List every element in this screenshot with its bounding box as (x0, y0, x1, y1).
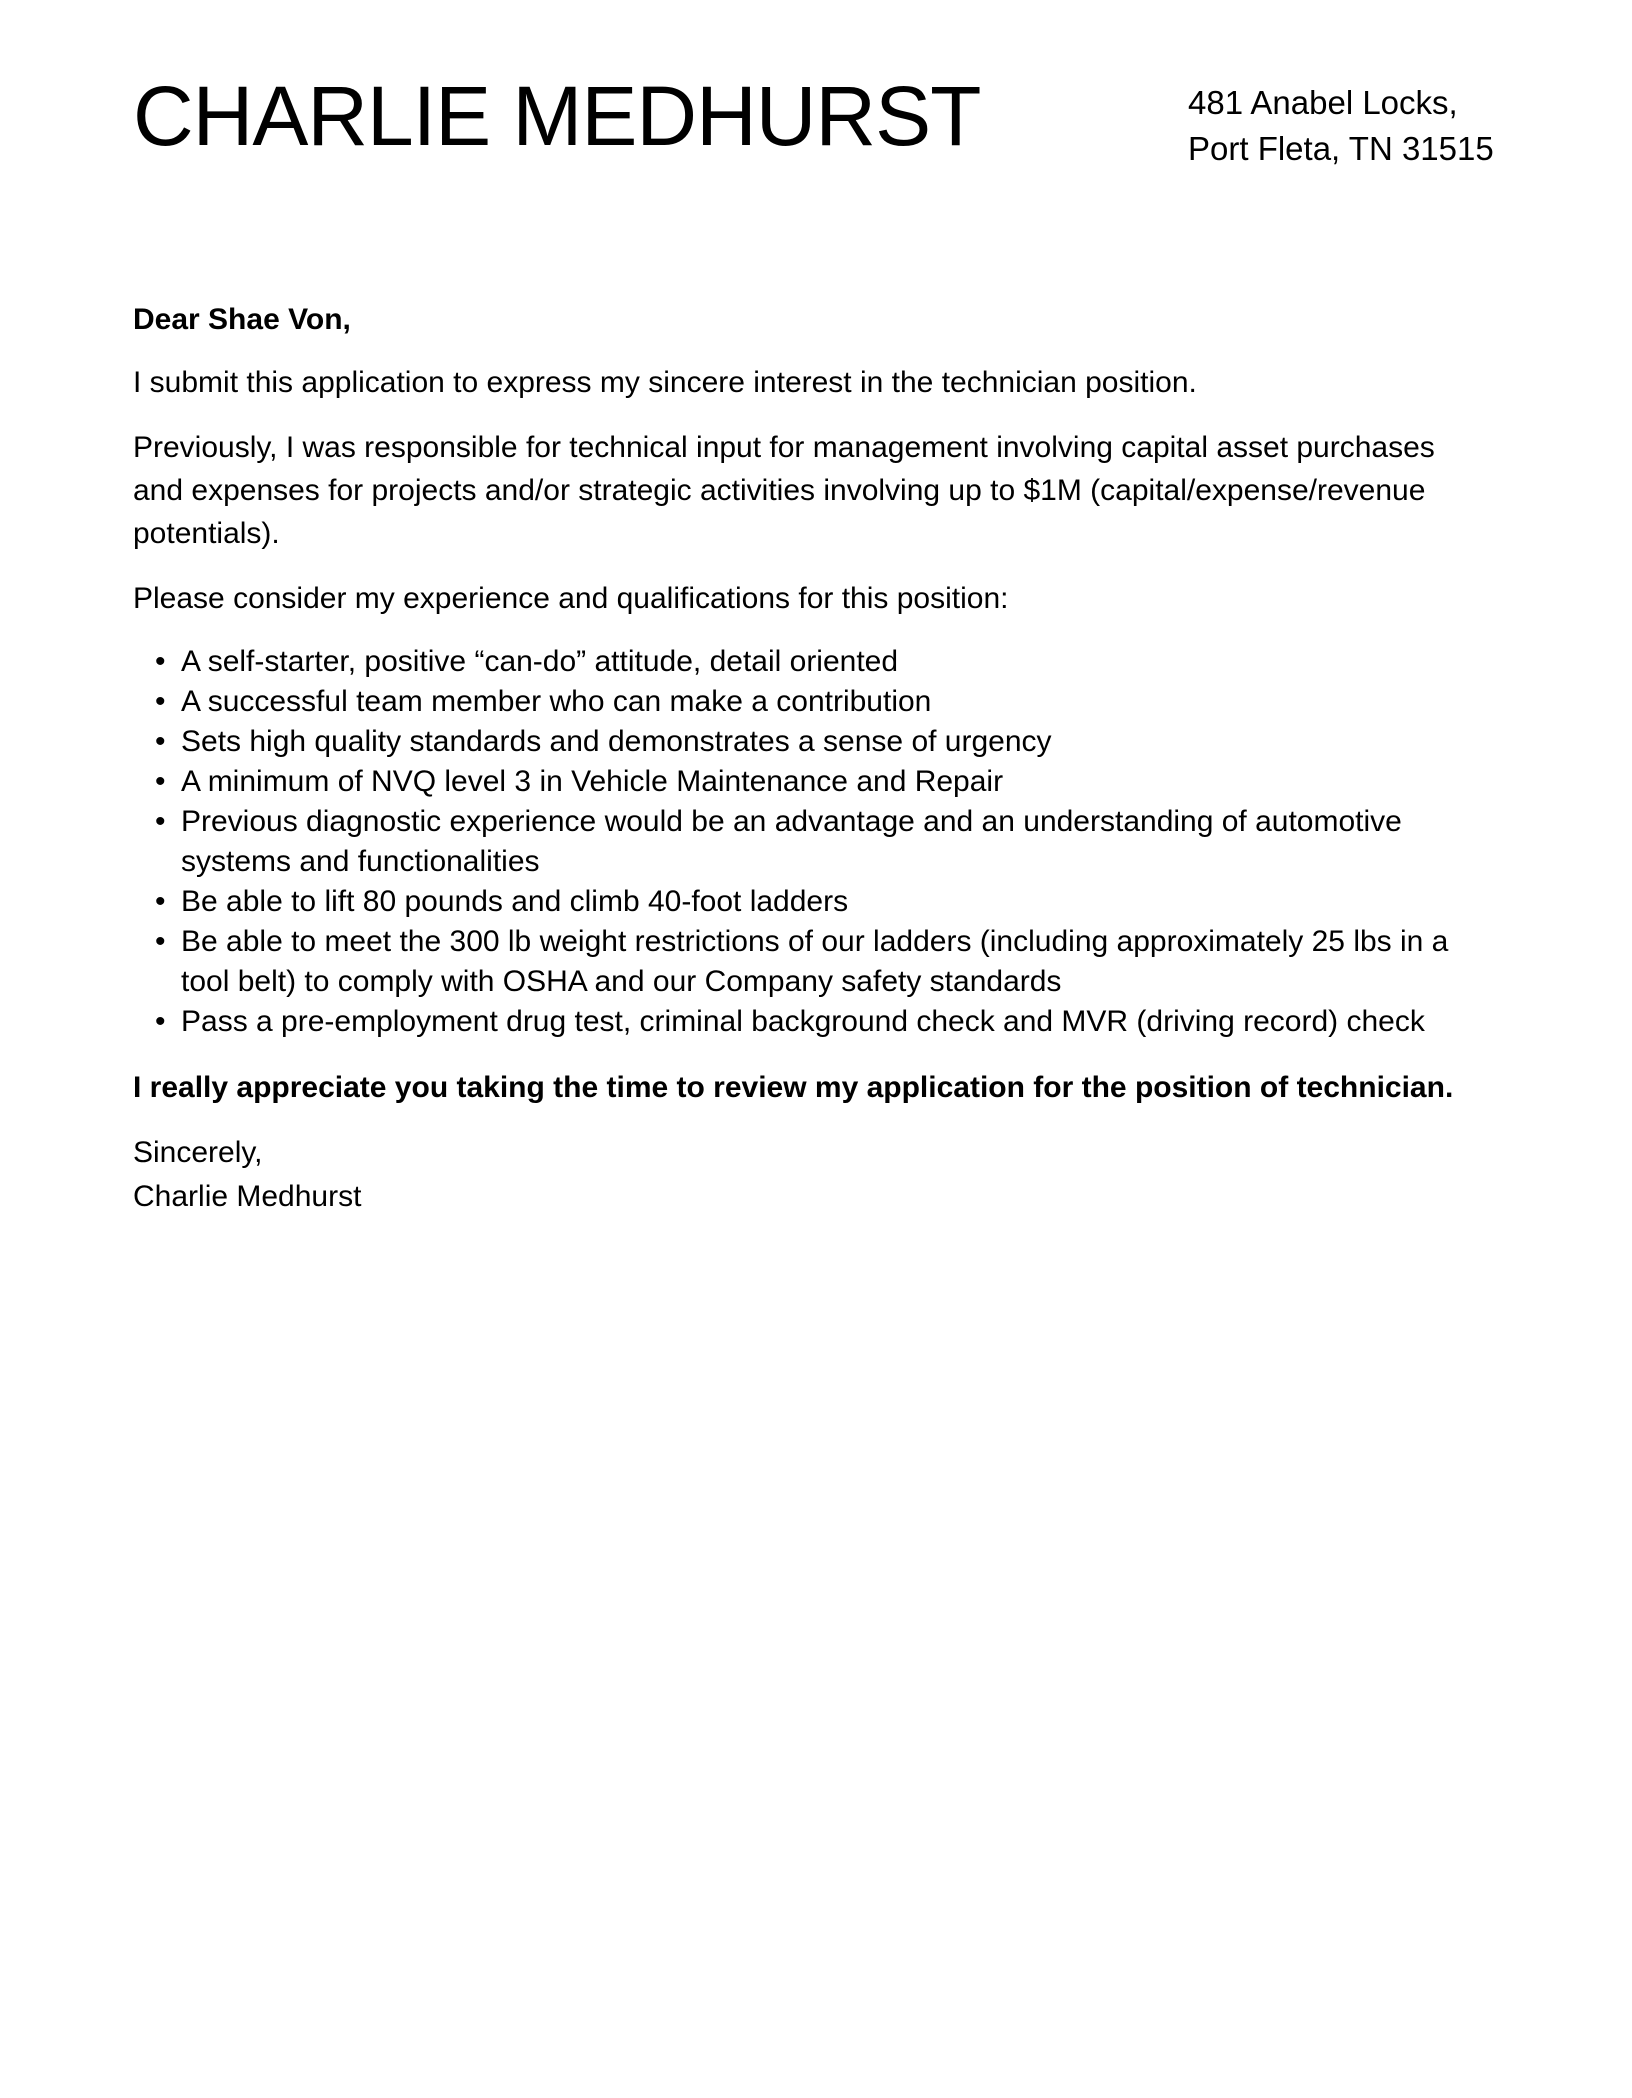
bullet-icon: • (155, 1005, 166, 1038)
intro-paragraph: I submit this application to express my sincere interest in the technician position. (133, 366, 1197, 399)
list-item: • A successful team member who can make a contribution (181, 682, 1493, 722)
address-line-1: 481 Anabel Locks, (1188, 84, 1458, 121)
bullet-icon: • (155, 805, 166, 838)
letter-body (133, 298, 1493, 1219)
qualifications-list (133, 642, 1493, 1042)
applicant-address (1188, 80, 1494, 172)
bullet-icon: • (155, 925, 166, 958)
bullet-icon: • (155, 685, 166, 718)
list-item: • Be able to meet the 300 lb weight restrictions of our ladders (including approximately 25 lbs in a tool belt) to comply with OSHA and our Company safety standards (181, 922, 1493, 1002)
list-item: • A self-starter, positive “can-do” attitude, detail oriented (181, 642, 1493, 682)
signoff-block (133, 1131, 1493, 1219)
bullet-icon: • (155, 725, 166, 758)
experience-paragraph: Previously, I was responsible for technical input for management involving capital asset purchases and expenses for projects and/or strategic activities involving up to $1M (capital/expense/revenue potentials). (133, 431, 1435, 550)
applicant-name-heading: CHARLIE MEDHURST (133, 69, 981, 163)
address-line-2: Port Fleta, TN 31515 (1188, 130, 1494, 167)
bullet-icon: • (155, 645, 166, 678)
list-item: • A minimum of NVQ level 3 in Vehicle Maintenance and Repair (181, 762, 1493, 802)
list-item: • Previous diagnostic experience would be an advantage and an understanding of automotive systems and functionalities (181, 802, 1493, 882)
closing-statement: I really appreciate you taking the time to review my application for the position of technician. (133, 1071, 1454, 1104)
signature-name: Charlie Medhurst (133, 1180, 362, 1213)
qualifications-lead: Please consider my experience and qualifications for this position: (133, 582, 1009, 615)
bullet-icon: • (155, 885, 166, 918)
bullet-icon: • (155, 765, 166, 798)
list-item: • Pass a pre-employment drug test, criminal background check and MVR (driving record) check (181, 1002, 1493, 1042)
signoff: Sincerely, (133, 1136, 263, 1169)
list-item: • Sets high quality standards and demonstrates a sense of urgency (181, 722, 1493, 762)
list-item: • Be able to lift 80 pounds and climb 40-foot ladders (181, 882, 1493, 922)
salutation: Dear Shae Von, (133, 303, 351, 336)
